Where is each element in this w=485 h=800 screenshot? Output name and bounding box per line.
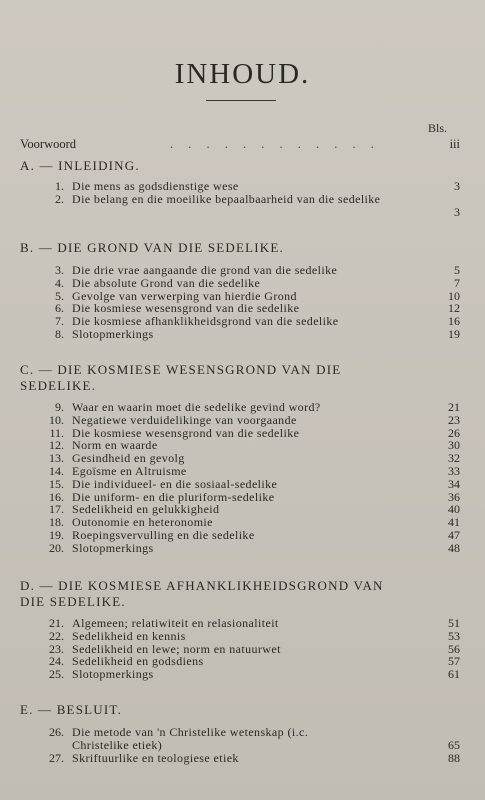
entry-number: 2. [55, 191, 64, 206]
entry-number: 3. [55, 263, 64, 277]
entry-title: Sedelikheid en gelukkigheid [72, 502, 220, 517]
entry-page: 61 [448, 667, 460, 682]
entry-number: 11. [49, 425, 64, 440]
toc-entry [20, 401, 460, 414]
entry-title: Outonomie en heteronomie [72, 515, 213, 530]
toc-entry [20, 193, 460, 219]
entry-page: 34 [448, 476, 460, 491]
section-heading: B. — DIE GROND VAN DIE SEDELIKE. [20, 240, 284, 255]
page-title: INHOUD. [174, 58, 311, 90]
entry-number: 17. [49, 502, 64, 517]
entry-title: Egoïsme en Altruisme [72, 463, 187, 478]
entry-number: 6. [55, 301, 64, 316]
entry-page: 48 [448, 540, 460, 555]
entry-title: Die mens as godsdienstige wese [72, 179, 239, 193]
entry-page: 56 [448, 641, 460, 656]
entry-title: Gesindheid en gevolg [72, 451, 185, 466]
entry-number: 22. [49, 628, 64, 643]
entry-title: Sedelikheid en lewe; norm en natuurwet [72, 641, 281, 656]
entry-number: 5. [55, 288, 64, 303]
entry-page: 57 [448, 654, 460, 669]
toc-entry [20, 752, 460, 765]
section-heading: D. — DIE KOSMIESE AFHANKLIKHEIDSGROND VAN DIE SEDELIKE. [20, 578, 384, 609]
entry-number: 27. [49, 750, 64, 765]
entry-number: 12. [49, 438, 64, 453]
entry-page: 53 [448, 628, 460, 643]
toc-entry [20, 264, 460, 277]
section-heading: E. — BESLUIT. [20, 702, 123, 717]
entry-title: Die individueel- en die sosiaal-sedelike [72, 476, 278, 491]
entry-number: 25. [49, 667, 64, 682]
entry-page: 7 [454, 275, 460, 290]
entry-number: 20. [49, 540, 64, 555]
entry-page: 19 [448, 326, 460, 341]
entry-number: 18. [49, 515, 64, 530]
entry-title: Die absolute Grond van die sedelike [72, 275, 261, 290]
entry-page: 26 [448, 425, 460, 440]
entry-title: Slotopmerkings [72, 326, 154, 341]
entry-number: 7. [55, 314, 64, 329]
entry-number: 15. [49, 476, 64, 491]
entry-title: Die drie vrae aangaande die grond van die sedelike [72, 263, 338, 277]
page-column-header: Bls. [428, 121, 448, 135]
toc-entry [20, 465, 460, 478]
entry-number: 1. [55, 179, 64, 193]
entry-title: Sedelikheid en kennis [72, 628, 186, 643]
entry-title: Waar en waarin moet die sedelike gevind word? [72, 400, 321, 414]
title-divider [206, 100, 276, 101]
section-b [20, 240, 460, 341]
entry-page: 3 [454, 179, 460, 193]
entry-title: Die belang en die moeilike bepaalbaarheid van die sedelike [72, 191, 381, 206]
voorwoord-page: iii [449, 137, 460, 151]
entry-number: 26. [49, 725, 64, 739]
entry-title: Gevolge van verwerping van hierdie Grond [72, 288, 297, 303]
entry-number: 16. [49, 489, 64, 504]
entry-title: Roepingsvervulling en die sedelike [72, 527, 255, 542]
toc-entry [20, 277, 460, 290]
entry-page: 3 [454, 204, 460, 219]
entry-page: 16 [448, 314, 460, 329]
entry-title: Die metode van 'n Christelike wetenskap (i.c. Christelike etiek) [72, 725, 309, 752]
toc-entry [20, 630, 460, 643]
entry-page: 21 [448, 400, 460, 414]
entry-number: 8. [55, 326, 64, 341]
toc-entry [20, 726, 460, 752]
toc-entry [20, 180, 460, 193]
toc-entry [20, 529, 460, 542]
entry-page: 41 [448, 515, 460, 530]
entry-page: 51 [448, 616, 460, 630]
toc-entry [20, 414, 460, 427]
entry-title: Die kosmiese wesensgrond van die sedelike [72, 425, 300, 440]
entry-title: Slotopmerkings [72, 540, 154, 555]
entry-title: Negatiewe verduidelikinge van voorgaande [72, 412, 297, 427]
entry-title: Die kosmiese wesensgrond van die sedelike [72, 301, 300, 316]
entry-title: Norm en waarde [72, 438, 158, 453]
leader-dots: . . . . . . . . . . . . [170, 137, 380, 151]
entry-number: 23. [49, 641, 64, 656]
section-c [20, 362, 460, 555]
entry-title: Algemeen; relatiwiteit en relasionaliteit [72, 616, 279, 630]
toc-entry [20, 668, 460, 681]
entry-number: 24. [49, 654, 64, 669]
section-heading: C. — DIE KOSMIESE WESENSGROND VAN DIE SEDELIKE. [20, 362, 342, 393]
entry-title: Die uniform- en die pluriform-sedelike [72, 489, 275, 504]
entry-number: 21. [49, 616, 64, 630]
entry-title: Skriftuurlike en teologiese etiek [72, 750, 239, 765]
entry-page: 5 [454, 263, 460, 277]
voorwoord-label: Voorwoord [20, 137, 77, 151]
entry-number: 4. [55, 275, 64, 290]
entry-number: 10. [49, 412, 64, 427]
entry-title: Slotopmerkings [72, 667, 154, 682]
entry-number: 9. [55, 400, 64, 414]
entry-page: 10 [448, 288, 460, 303]
toc-entry [20, 542, 460, 555]
entry-page: 23 [448, 412, 460, 427]
toc-entry [20, 478, 460, 491]
section-e [20, 702, 460, 764]
section-a [20, 158, 460, 218]
entry-number: 19. [49, 527, 64, 542]
entry-page: 32 [448, 451, 460, 466]
entry-title: Sedelikheid en godsdiens [72, 654, 204, 669]
toc-entry [20, 617, 460, 630]
entry-page: 47 [448, 527, 460, 542]
entry-page: 65 [448, 737, 460, 752]
entry-page: 36 [448, 489, 460, 504]
entry-title: Die kosmiese afhanklikheidsgrond van die sedelike [72, 314, 339, 329]
entry-page: 40 [448, 502, 460, 517]
entry-page: 88 [448, 750, 460, 765]
section-heading: A. — INLEIDING. [20, 158, 140, 173]
entry-number: 13. [49, 451, 64, 466]
entry-page: 30 [448, 438, 460, 453]
entry-number: 14. [49, 463, 64, 478]
entry-page: 12 [448, 301, 460, 316]
section-d [20, 578, 460, 681]
entry-page: 33 [448, 463, 460, 478]
toc-entry [20, 328, 460, 341]
